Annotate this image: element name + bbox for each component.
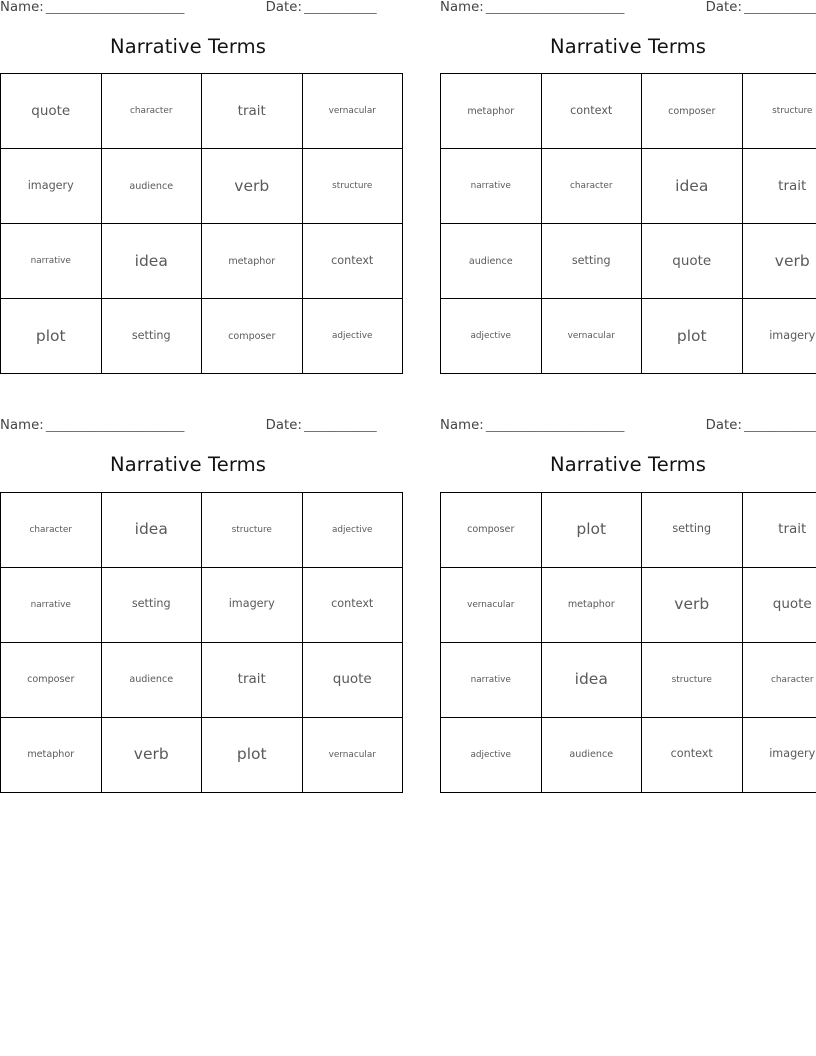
bingo-cell[interactable]: structure — [742, 74, 816, 149]
date-field-group — [706, 418, 816, 433]
bingo-cell[interactable]: vernacular — [302, 74, 403, 149]
bingo-grid — [0, 492, 403, 793]
bingo-cell[interactable]: audience — [101, 149, 202, 224]
bingo-cell[interactable]: metaphor — [1, 717, 102, 792]
name-field-group — [440, 418, 624, 433]
bingo-cell[interactable]: quote — [302, 642, 403, 717]
bingo-cell[interactable]: setting — [101, 299, 202, 374]
name-label: Name: — [440, 0, 484, 15]
bingo-cell[interactable]: imagery — [742, 717, 816, 792]
bingo-cell[interactable]: narrative — [1, 567, 102, 642]
name-field-group — [0, 0, 184, 15]
bingo-row — [1, 299, 403, 374]
name-write-in-rule[interactable]: _______________________ — [45, 0, 184, 15]
bingo-cell[interactable]: context — [541, 74, 642, 149]
name-write-in-rule[interactable]: _______________________ — [485, 418, 624, 434]
bingo-row — [1, 567, 403, 642]
bingo-row — [441, 299, 816, 374]
bingo-cell[interactable]: trait — [202, 642, 303, 717]
date-write-in-rule[interactable]: ____________ — [744, 0, 816, 15]
bingo-row — [441, 492, 816, 567]
bingo-row — [441, 567, 816, 642]
bingo-cell[interactable]: context — [302, 224, 403, 299]
bingo-cell[interactable]: narrative — [441, 149, 542, 224]
date-field-group — [266, 0, 376, 15]
bingo-grid — [440, 492, 816, 793]
bingo-cell[interactable]: imagery — [1, 149, 102, 224]
date-label: Date: — [705, 0, 743, 15]
bingo-cell[interactable]: plot — [1, 299, 102, 374]
bingo-card-4 — [440, 418, 816, 792]
bingo-cell[interactable]: context — [642, 717, 743, 792]
bingo-grid — [0, 73, 403, 374]
bingo-row — [1, 642, 403, 717]
bingo-cell[interactable]: imagery — [742, 299, 816, 374]
bingo-cell[interactable]: audience — [101, 642, 202, 717]
bingo-cell[interactable]: trait — [742, 149, 816, 224]
bingo-cell[interactable]: idea — [642, 149, 743, 224]
bingo-cell[interactable]: adjective — [302, 299, 403, 374]
bingo-cell[interactable]: trait — [202, 74, 303, 149]
bingo-cell[interactable]: vernacular — [302, 717, 403, 792]
bingo-cell[interactable]: idea — [541, 642, 642, 717]
bingo-cell[interactable]: composer — [1, 642, 102, 717]
bingo-cell[interactable]: setting — [541, 224, 642, 299]
bingo-cell[interactable]: metaphor — [441, 74, 542, 149]
bingo-cell[interactable]: plot — [202, 717, 303, 792]
bingo-cell[interactable]: vernacular — [441, 567, 542, 642]
bingo-cell[interactable]: quote — [642, 224, 743, 299]
bingo-cell[interactable]: verb — [202, 149, 303, 224]
bingo-row — [1, 149, 403, 224]
bingo-cell[interactable]: audience — [541, 717, 642, 792]
bingo-row — [441, 224, 816, 299]
bingo-cell[interactable]: structure — [202, 492, 303, 567]
date-field-group — [706, 0, 816, 15]
name-field-group — [440, 0, 624, 15]
bingo-cell[interactable]: character — [541, 149, 642, 224]
bingo-cell[interactable]: composer — [202, 299, 303, 374]
bingo-row — [441, 642, 816, 717]
bingo-card-1 — [0, 0, 376, 374]
date-label: Date: — [265, 418, 303, 434]
name-label: Name: — [0, 0, 44, 15]
bingo-cell[interactable]: metaphor — [202, 224, 303, 299]
bingo-cell[interactable]: adjective — [302, 492, 403, 567]
bingo-cell[interactable]: composer — [441, 492, 542, 567]
bingo-cell[interactable]: character — [101, 74, 202, 149]
bingo-cell[interactable]: quote — [742, 567, 816, 642]
bingo-row — [441, 74, 816, 149]
card-title: Narrative Terms — [550, 453, 706, 477]
bingo-row — [441, 149, 816, 224]
card-row-top — [0, 0, 816, 374]
name-label: Name: — [440, 418, 484, 434]
bingo-cell[interactable]: quote — [1, 74, 102, 149]
card-title: Narrative Terms — [110, 453, 266, 477]
name-date-line — [440, 0, 816, 22]
bingo-cell[interactable]: plot — [642, 299, 743, 374]
bingo-row — [1, 224, 403, 299]
bingo-cell[interactable]: adjective — [441, 717, 542, 792]
bingo-cell[interactable]: vernacular — [541, 299, 642, 374]
name-write-in-rule[interactable]: _______________________ — [45, 418, 184, 434]
bingo-cell[interactable]: structure — [302, 149, 403, 224]
bingo-cell[interactable]: structure — [642, 642, 743, 717]
date-field-group — [266, 418, 376, 433]
bingo-cell[interactable]: metaphor — [541, 567, 642, 642]
bingo-cell[interactable]: idea — [101, 492, 202, 567]
bingo-cell[interactable]: plot — [541, 492, 642, 567]
name-date-line — [0, 0, 376, 22]
bingo-cell[interactable]: audience — [441, 224, 542, 299]
bingo-cell[interactable]: verb — [742, 224, 816, 299]
bingo-cell[interactable]: verb — [642, 567, 743, 642]
bingo-cell[interactable]: trait — [742, 492, 816, 567]
date-write-in-rule[interactable]: ____________ — [744, 418, 816, 434]
name-label: Name: — [0, 418, 44, 434]
bingo-card-2 — [440, 0, 816, 374]
card-title: Narrative Terms — [110, 35, 266, 58]
bingo-cell[interactable]: character — [742, 642, 816, 717]
bingo-row — [1, 74, 403, 149]
bingo-row — [1, 492, 403, 567]
card-row-bottom — [0, 418, 816, 792]
bingo-cell[interactable]: verb — [101, 717, 202, 792]
bingo-cell[interactable]: imagery — [202, 567, 303, 642]
bingo-cell[interactable]: adjective — [441, 299, 542, 374]
date-label: Date: — [265, 0, 303, 15]
date-write-in-rule[interactable]: ____________ — [304, 0, 376, 15]
bingo-cell[interactable]: setting — [101, 567, 202, 642]
name-date-line — [0, 418, 376, 440]
bingo-cell[interactable]: narrative — [441, 642, 542, 717]
bingo-cell[interactable]: narrative — [1, 224, 102, 299]
bingo-grid — [440, 73, 816, 374]
bingo-cell[interactable]: character — [1, 492, 102, 567]
date-write-in-rule[interactable]: ____________ — [304, 418, 376, 434]
bingo-cell[interactable]: context — [302, 567, 403, 642]
name-date-line — [440, 418, 816, 440]
date-label: Date: — [705, 418, 743, 434]
name-field-group — [0, 418, 184, 433]
bingo-row — [1, 717, 403, 792]
bingo-cell[interactable]: setting — [642, 492, 743, 567]
bingo-row — [441, 717, 816, 792]
bingo-cell[interactable]: composer — [642, 74, 743, 149]
bingo-cell[interactable]: idea — [101, 224, 202, 299]
card-title: Narrative Terms — [550, 35, 706, 58]
bingo-card-3 — [0, 418, 376, 792]
name-write-in-rule[interactable]: _______________________ — [485, 0, 624, 15]
